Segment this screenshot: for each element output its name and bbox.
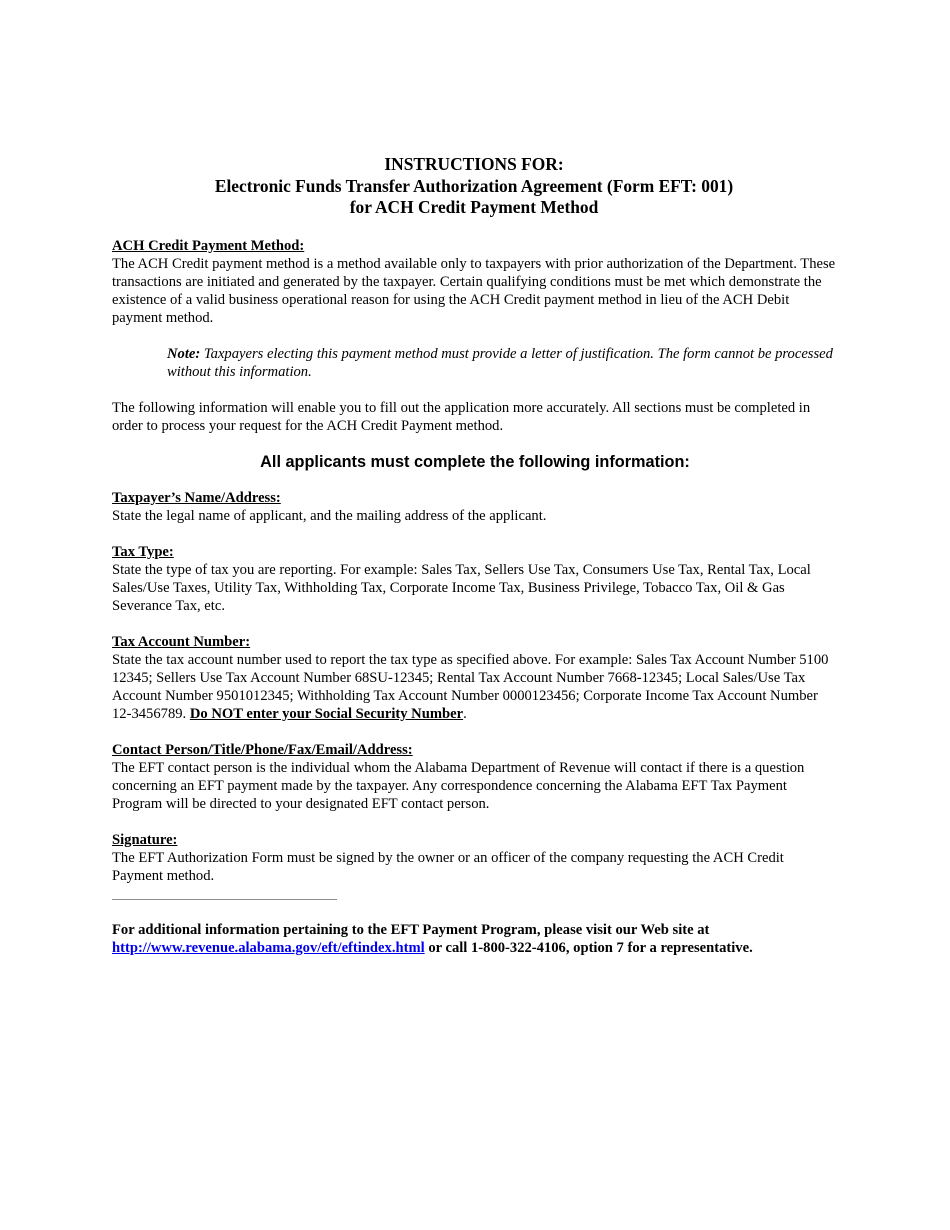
contact-body: The EFT contact person is the individual whom the Alabama Department of Revenue will contact if there is a question concerning an EFT payment made by the taxpayer. Any correspondence concerning the Alabama EFT Tax Payment Program will be directed to your designated EFT contact person. [112, 759, 805, 812]
tax-account-period: . [463, 705, 467, 722]
note-text: Taxpayers electing this payment method must provide a letter of justification. The form cannot be processed without this information. [167, 345, 833, 380]
footer-text-before: For additional information pertaining to the EFT Payment Program, please visit our Web site at [112, 921, 710, 938]
footnote-divider [112, 899, 337, 900]
signature-heading: Signature: [112, 831, 178, 848]
signature-body: The EFT Authorization Form must be signed by the owner or an officer of the company requesting the ACH Credit Payment method. [112, 849, 784, 884]
tax-type-heading: Tax Type: [112, 543, 174, 560]
ach-credit-section [112, 237, 838, 327]
justification-note [167, 345, 838, 381]
document-title [110, 154, 838, 219]
instructions-page [112, 154, 838, 957]
title-line-1: INSTRUCTIONS FOR: [384, 154, 564, 174]
ssn-warning: Do NOT enter your Social Security Number [189, 705, 464, 722]
taxpayer-section [112, 489, 838, 525]
taxpayer-body: State the legal name of applicant, and the mailing address of the applicant. [112, 507, 547, 524]
contact-heading: Contact Person/Title/Phone/Fax/Email/Address: [112, 741, 413, 758]
tax-account-section [112, 633, 838, 723]
intro-paragraph: The following information will enable you to fill out the application more accurately. All sections must be completed in order to process your request for the ACH Credit Payment method. [112, 399, 811, 434]
eft-website-link[interactable]: http://www.revenue.alabama.gov/eft/eftindex.html [112, 939, 425, 956]
taxpayer-heading: Taxpayer’s Name/Address: [112, 489, 281, 506]
signature-section [112, 831, 838, 885]
ach-credit-body: The ACH Credit payment method is a method available only to taxpayers with prior authorization of the Department. These transactions are initiated and generated by the taxpayer. Certain qualifying conditions must be met which demonstrate the existence of a valid business operational reason for using the ACH Credit payment method in lieu of the ACH Debit payment method. [112, 255, 836, 326]
all-applicants-heading: All applicants must complete the following information: [260, 452, 690, 471]
footer-note [112, 921, 838, 957]
tax-account-body [112, 651, 838, 723]
tax-account-heading: Tax Account Number: [112, 633, 251, 650]
tax-account-text: State the tax account number used to report the tax type as specified above. For example: Sales Tax Account Number 5100 12345; Sellers Use Tax Account Number 68SU-12345; Rental Tax Account Number 7668-12345; Local Sales/Use Tax Account Number 9501012345; Withholding Tax Account Number 0000123456; Corporate Income Tax Account Number 12-3456789. [112, 651, 829, 722]
footer-text-after: or call 1-800-322-4106, option 7 for a representative. [424, 939, 753, 956]
tax-type-section [112, 543, 838, 615]
contact-section [112, 741, 838, 813]
ach-credit-heading: ACH Credit Payment Method: [112, 237, 305, 254]
title-line-3: for ACH Credit Payment Method [349, 197, 599, 217]
tax-type-body: State the type of tax you are reporting. For example: Sales Tax, Sellers Use Tax, Consumers Use Tax, Rental Tax, Local Sales/Use Taxes, Utility Tax, Withholding Tax, Corporate Income Tax, Business Privilege, Tobacco Tax, Oil & Gas Severance Tax, etc. [112, 561, 811, 614]
note-label: Note: [167, 345, 201, 362]
title-line-2: Electronic Funds Transfer Authorization Agreement (Form EFT: 001) [214, 175, 734, 196]
